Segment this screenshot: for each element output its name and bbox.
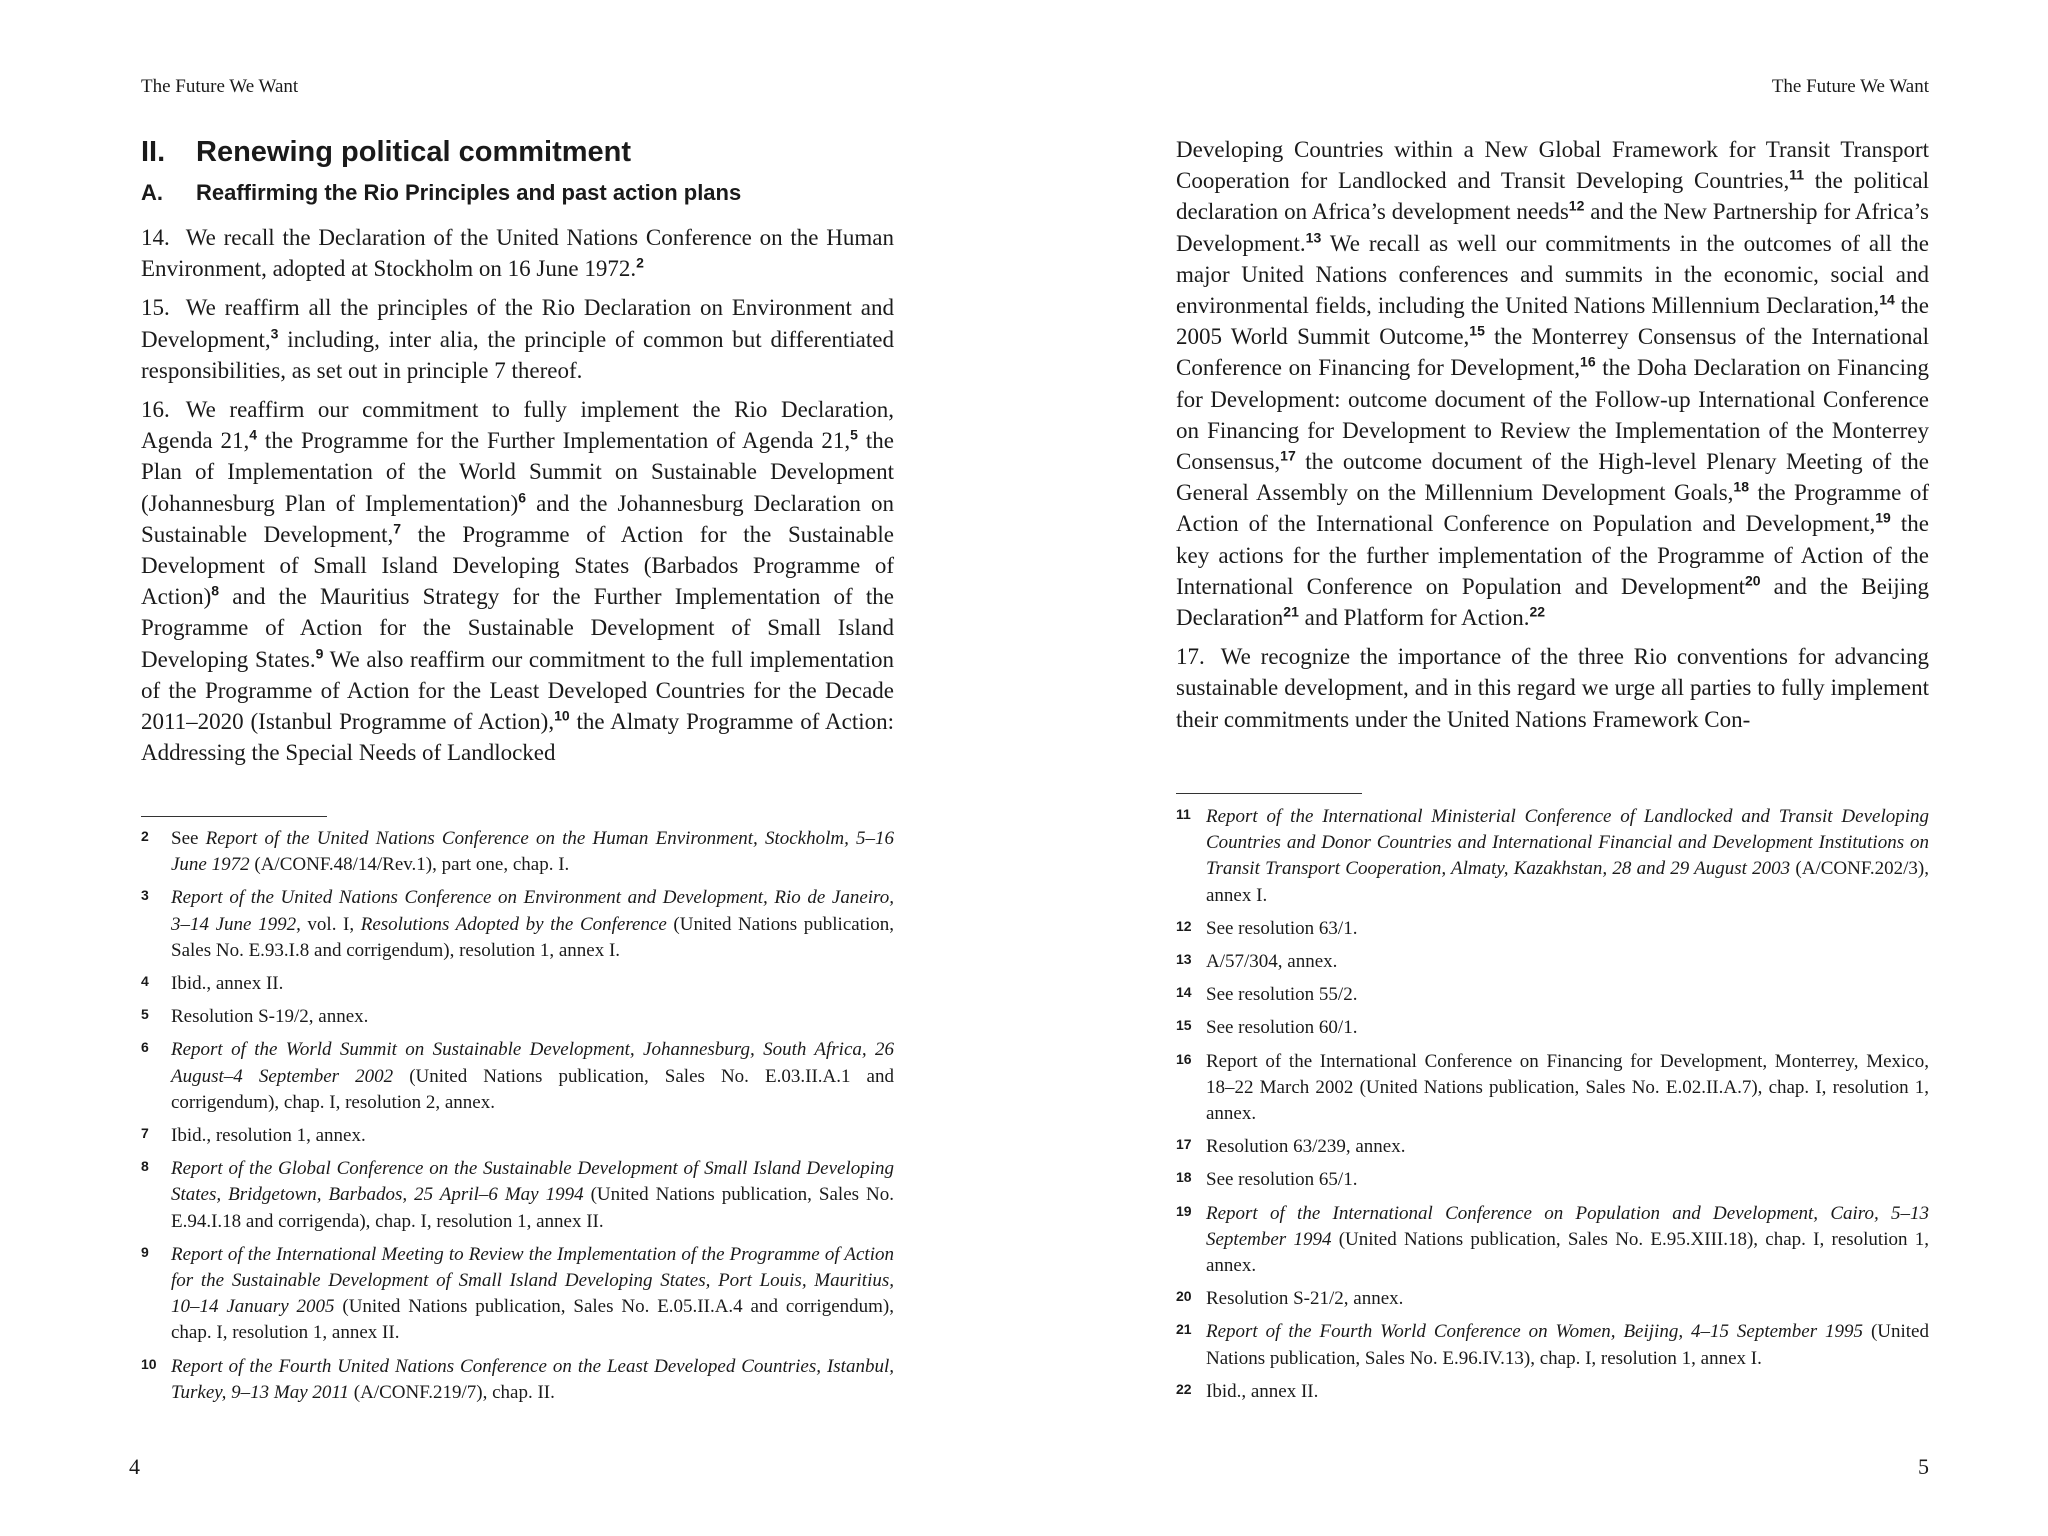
paragraph-16-continued xyxy=(1176,134,1929,633)
running-head: The Future We Want xyxy=(1771,76,1929,97)
footnote-item xyxy=(141,1037,894,1116)
footnote-text: Report of the Global Conference on the Sustainable Development of Small Island Developing States, Bridgetown, Barbados, 25 April–6 May 1994 (United Nations publication, Sales No. E.94.I.18 and corrigenda), chap. I, resolution 1, annex II. xyxy=(171,1158,894,1232)
paragraph-number: 17. xyxy=(1176,644,1205,670)
paragraph-text: We recall the Declaration of the United Nations Conference on the Human Environment, adopted at Stockholm on 16 June 1972. xyxy=(141,225,894,282)
paragraph-text: We recall as well our commitments in the outcomes of all the major United Nations conferences and summits in the economic, social and environmental fields, including the United Nations Millennium Declaration, xyxy=(1176,230,1929,319)
footnote-number: 3 xyxy=(141,887,149,904)
footnote-text: Resolution 63/239, annex. xyxy=(1206,1136,1406,1158)
footnote-ref[interactable]: 9 xyxy=(315,644,324,661)
right-footnotes xyxy=(1176,804,1929,1412)
footnote-number: 10 xyxy=(141,1355,157,1372)
paragraph-text: We reaffirm all the principles of the Rio Declaration on Environment and Development, xyxy=(141,295,894,352)
paragraph-text: the Doha Declaration on Financing for Development: outcome document of the Follow-up International Conference on Financing for Development to Review the Implementation of the Monterrey Consensus, xyxy=(1176,355,1929,475)
footnote-text: See resolution 63/1. xyxy=(1206,917,1358,939)
footnote-text: Report of the International Conference on Financing for Development, Monterrey, Mexico, 18–22 March 2002 (United Nations publication, Sales No. E.02.II.A.7), chap. I, resolution 1, annex. xyxy=(1206,1050,1929,1125)
footnote-text: Report of the World Summit on Sustainable Development, Johannesburg, South Africa, 26 August–4 September 2002 (United Nations publication, Sales No. E.03.II.A.1 and corrigendum), chap. I, resolution 2, annex. xyxy=(171,1039,894,1113)
footnote-ref[interactable]: 12 xyxy=(1568,197,1585,214)
left-page xyxy=(129,0,895,1536)
paragraph-text: Developing Countries within a New Global Framework for Transit Transport Cooperation for Landlocked and Transit Developing Countries, xyxy=(1176,137,1929,194)
page-number: 4 xyxy=(129,1454,140,1479)
subsection-number: A. xyxy=(141,180,163,205)
footnote-ref[interactable]: 5 xyxy=(850,426,858,443)
footnote-text: Ibid., resolution 1, annex. xyxy=(171,1125,366,1147)
subsection-title: Reaffirming the Rio Principles and past action plans xyxy=(196,180,742,205)
footnote-number: 17 xyxy=(1176,1136,1192,1153)
paragraph-text: and the New Partnership for Africa’s Development. xyxy=(1176,199,1929,256)
footnote-ref[interactable]: 17 xyxy=(1280,447,1296,464)
footnote-divider xyxy=(1176,793,1362,794)
paragraph-text: the outcome document of the High-level Plenary Meeting of the General Assembly on the Millennium Development Goals, xyxy=(1176,449,1929,506)
section-heading xyxy=(141,132,894,172)
footnote-item xyxy=(141,826,894,878)
footnote-ref[interactable]: 6 xyxy=(518,488,527,505)
paragraph-text: the key actions for the further implementation of the Programme of Action of the International Conference on Population and Development xyxy=(1176,511,1929,599)
footnote-ref[interactable]: 20 xyxy=(1744,572,1761,589)
subsection-heading xyxy=(141,178,894,208)
footnote-ref[interactable]: 21 xyxy=(1283,603,1299,620)
section-title: Renewing political commitment xyxy=(196,136,632,168)
footnote-ref[interactable]: 7 xyxy=(393,520,402,537)
footnote-text: Ibid., annex II. xyxy=(1206,1380,1319,1402)
footnote-item xyxy=(1176,1015,1929,1041)
footnote-number: 22 xyxy=(1176,1380,1192,1397)
footnote-item xyxy=(1176,949,1929,975)
section-number: II. xyxy=(141,136,166,168)
paragraph-text: the Programme of Action of the International Conference on Population and Development, xyxy=(1176,480,1929,537)
footnote-ref[interactable]: 8 xyxy=(211,582,220,599)
paragraph-text: and the Mauritius Strategy for the Further Implementation of the Programme of Action for the Sustainable Development of Small Island Developing States. xyxy=(141,584,894,672)
footnote-number: 15 xyxy=(1176,1017,1192,1034)
footnote-number: 13 xyxy=(1176,951,1192,968)
footnote-ref[interactable]: 22 xyxy=(1529,603,1546,620)
footnote-number: 19 xyxy=(1176,1202,1192,1219)
left-footnotes xyxy=(141,826,894,1413)
paragraph-text: We recognize the importance of the three Rio conventions for advancing sustainable development, and in this regard we urge all parties to fully implement their commitments under the United Nations Framework Con- xyxy=(1176,644,1929,732)
paragraph-number: 15. xyxy=(141,295,170,321)
paragraph-text: the Programme for the Further Implementation of Agenda 21, xyxy=(257,428,851,454)
footnote-text: Ibid., annex II. xyxy=(171,973,284,995)
footnote-item xyxy=(1176,1286,1929,1312)
footnote-item xyxy=(141,1123,894,1149)
footnote-text: Report of the Fourth World Conference on Women, Beijing, 4–15 September 1995 (United Nations publication, Sales No. E.96.IV.13), chap. I, resolution 1, annex I. xyxy=(1206,1321,1929,1369)
footnote-item xyxy=(1176,1167,1929,1193)
footnote-ref[interactable]: 11 xyxy=(1789,166,1805,183)
footnote-text: Report of the International Ministerial Conference of Landlocked and Transit Developing Countries and Donor Countries and International Financial and Development Institutions on Transit Transport Cooperation, Almaty, Kazakhstan, 28 and 29 August 2003 (A/CONF.202/3), annex I. xyxy=(1206,806,1930,906)
paragraph-text: We reaffirm our commitment to fully implement the Rio Declaration, Agenda 21, xyxy=(141,397,894,454)
footnote-ref[interactable]: 14 xyxy=(1879,291,1895,308)
footnote-ref[interactable]: 19 xyxy=(1875,509,1891,526)
footnote-item xyxy=(141,1156,894,1235)
footnote-ref[interactable]: 18 xyxy=(1733,478,1749,495)
paragraph-number: 16. xyxy=(141,397,170,423)
footnote-number: 18 xyxy=(1176,1169,1192,1186)
footnote-text: See resolution 55/2. xyxy=(1206,984,1358,1006)
footnote-text: See resolution 65/1. xyxy=(1206,1169,1358,1191)
footnote-item xyxy=(141,885,894,964)
left-body-text xyxy=(141,132,894,776)
footnote-item xyxy=(141,1242,894,1347)
paragraph-number: 14. xyxy=(141,225,170,250)
paragraph-text: and Platform for Action. xyxy=(1298,605,1530,631)
footnote-text: A/57/304, annex. xyxy=(1206,951,1338,973)
paragraph-text: and the Beijing Declaration xyxy=(1176,573,1929,631)
footnote-text: Report of the International Conference on Population and Development, Cairo, 5–13 September 1994 (United Nations publication, Sales No. E.95.XIII.18), chap. I, resolution 1, annex. xyxy=(1206,1202,1929,1277)
paragraph-text: the Programme of Action for the Sustainable Development of Small Island Developing States (Barbados Programme of Action) xyxy=(141,521,894,610)
footnote-text: See Report of the United Nations Conference on the Human Environment, Stockholm, 5–16 June 1972 (A/CONF.48/14/Rev.1), part one, chap. I. xyxy=(171,828,894,876)
footnote-ref[interactable]: 16 xyxy=(1580,353,1596,370)
paragraph-text: the Monterrey Consensus of the International Conference on Financing for Development, xyxy=(1176,324,1929,381)
footnote-item xyxy=(1176,1201,1929,1280)
footnote-item xyxy=(1176,916,1929,942)
footnote-number: 12 xyxy=(1176,917,1192,934)
footnote-item xyxy=(1176,804,1929,909)
running-head: The Future We Want xyxy=(141,76,299,97)
footnote-ref[interactable]: 15 xyxy=(1469,322,1485,339)
footnote-text: Resolution S-19/2, annex. xyxy=(171,1006,369,1028)
paragraph-text: We also reaffirm our commitment to the full implementation of the Programme of Action for the Least Developed Countries for the Decade 2011–2020 (Istanbul Programme of Action), xyxy=(141,646,894,735)
footnote-number: 7 xyxy=(141,1125,149,1142)
footnote-text: Resolution S-21/2, annex. xyxy=(1206,1288,1404,1310)
footnote-item xyxy=(141,971,894,997)
footnote-number: 2 xyxy=(141,828,149,844)
footnote-item xyxy=(1176,982,1929,1008)
footnote-divider xyxy=(141,816,327,817)
footnote-item xyxy=(1176,1049,1929,1128)
paragraph-text: the 2005 World Summit Outcome, xyxy=(1176,293,1930,350)
footnote-ref[interactable]: 10 xyxy=(554,707,570,724)
footnote-ref[interactable]: 2 xyxy=(636,254,644,271)
paragraph-17 xyxy=(1176,641,1929,735)
paragraph-16 xyxy=(141,394,894,768)
footnote-item xyxy=(141,1004,894,1030)
paragraph-text: the Almaty Programme of Action: Addressing the Special Needs of Landlocked xyxy=(141,709,894,766)
footnote-item xyxy=(1176,1134,1929,1160)
footnote-number: 11 xyxy=(1176,806,1191,822)
paragraph-14 xyxy=(141,222,894,284)
paragraph-text: and the Johannesburg Declaration on Sustainable Development, xyxy=(141,490,894,547)
footnote-number: 21 xyxy=(1176,1321,1192,1338)
footnote-number: 14 xyxy=(1176,984,1192,1001)
footnote-ref[interactable]: 4 xyxy=(249,426,257,443)
page-number: 5 xyxy=(1918,1454,1929,1479)
paragraph-text: including, inter alia, the principle of common but differentiated responsibilities, as set out in principle 7 thereof. xyxy=(141,326,894,383)
paragraph-15 xyxy=(141,292,894,386)
footnote-number: 16 xyxy=(1176,1050,1192,1067)
footnote-item xyxy=(141,1354,894,1406)
right-body-text xyxy=(1176,134,1929,743)
footnote-ref[interactable]: 13 xyxy=(1305,228,1322,245)
footnote-item xyxy=(1176,1379,1929,1405)
footnote-number: 20 xyxy=(1176,1288,1192,1305)
right-page xyxy=(1176,0,1929,1536)
footnote-number: 4 xyxy=(141,973,149,990)
footnote-number: 9 xyxy=(141,1243,149,1260)
footnote-number: 5 xyxy=(141,1006,149,1023)
footnote-text: Report of the Fourth United Nations Conference on the Least Developed Countries, Istanbul, Turkey, 9–13 May 2011 (A/CONF.219/7), chap. II. xyxy=(171,1355,894,1403)
footnote-number: 8 xyxy=(141,1158,149,1175)
paragraph-text: the political declaration on Africa’s development needs xyxy=(1176,168,1929,225)
paragraph-text: the Plan of Implementation of the World Summit on Sustainable Development (Johannesburg Plan of Implementation) xyxy=(141,428,894,516)
footnote-text: Report of the United Nations Conference on Environment and Development, Rio de Janeiro, 3–14 June 1992, vol. I, Resolutions Adopted by the Conference (United Nations publication, Sales No. E.93.I.8 and corrigendum), resolution 1, annex I. xyxy=(171,887,894,961)
footnote-text: Report of the International Meeting to Review the Implementation of the Programme of Action for the Sustainable Development of Small Island Developing States, Port Louis, Mauritius, 10–14 January 2005 (United Nations publication, Sales No. E.05.II.A.4 and corrigendum), chap. I, resolution 1, annex II. xyxy=(171,1243,895,1344)
footnote-text: See resolution 60/1. xyxy=(1206,1017,1358,1039)
footnote-number: 6 xyxy=(141,1039,149,1056)
footnote-item xyxy=(1176,1319,1929,1371)
footnote-ref[interactable]: 3 xyxy=(270,324,279,341)
